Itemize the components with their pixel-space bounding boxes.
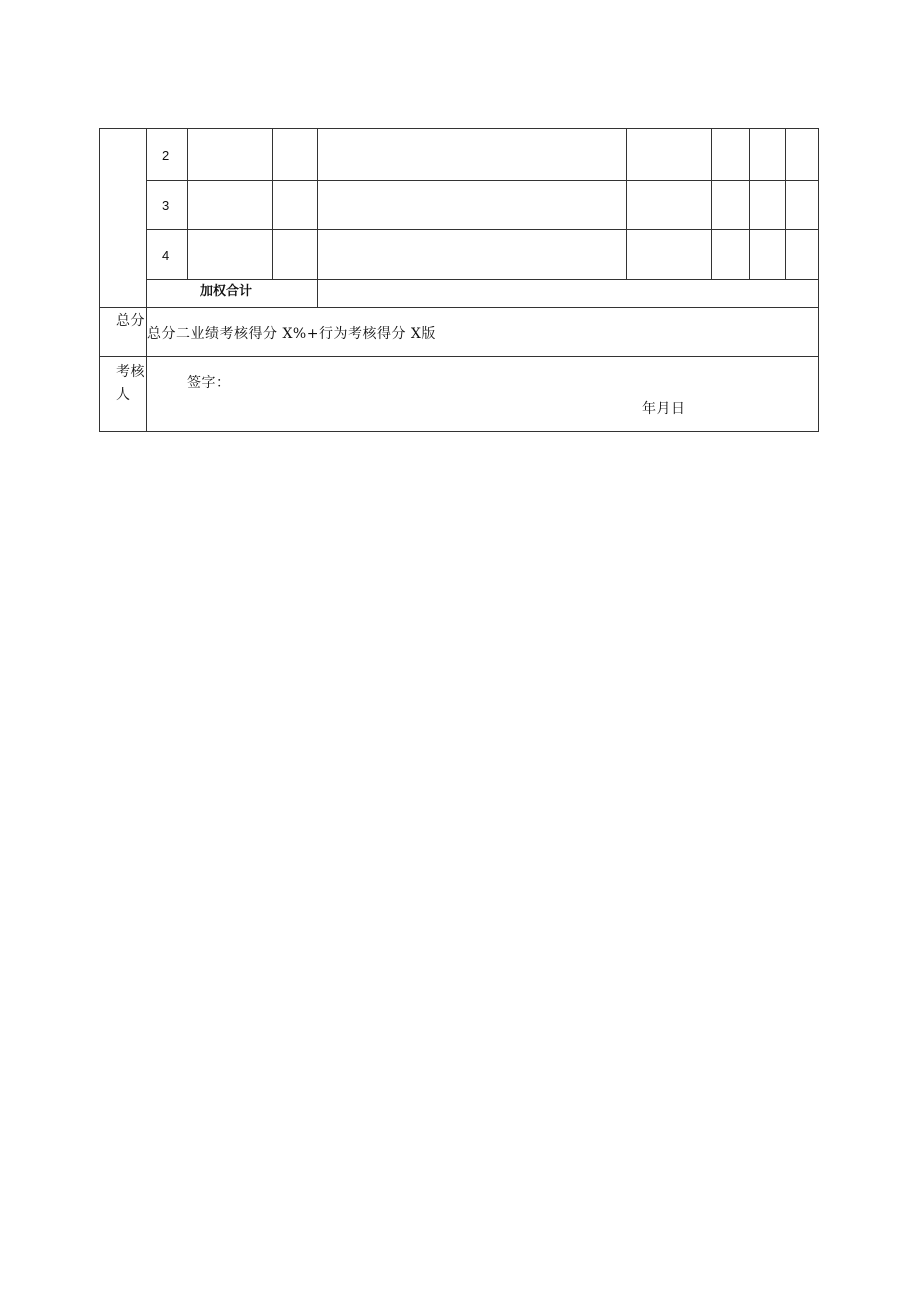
row-index-4: 4 [162, 248, 170, 263]
total-score-formula: 总分二业绩考核得分 X%+行为考核得分 X版 [147, 326, 436, 342]
col-divider-score-1 [749, 129, 750, 279]
row-divider-3-4 [146, 229, 818, 230]
row-index-2: 2 [162, 148, 170, 163]
col-divider-category [146, 129, 147, 431]
row-divider-2-3 [146, 180, 818, 181]
date-label: 年月日 [642, 401, 686, 417]
signature-label: 签字： [187, 375, 231, 391]
total-score-label: 总分 [116, 313, 145, 329]
row-divider-weighted-total [100, 307, 818, 308]
col-divider-weight [317, 129, 318, 307]
weighted-total-label: 加权合计 [200, 284, 253, 299]
evaluation-form-table [99, 128, 819, 432]
col-divider-target [711, 129, 712, 279]
assessor-label-line2: 人 [116, 387, 131, 403]
row-divider-total-assessor [100, 356, 818, 357]
row-divider-4-total [146, 279, 818, 280]
row-index-3: 3 [162, 198, 170, 213]
col-divider-standard [626, 129, 627, 279]
col-divider-score-2 [785, 129, 786, 279]
col-divider-index [187, 129, 188, 279]
assessor-label-line1: 考核 [116, 364, 145, 380]
col-divider-item [272, 129, 273, 279]
